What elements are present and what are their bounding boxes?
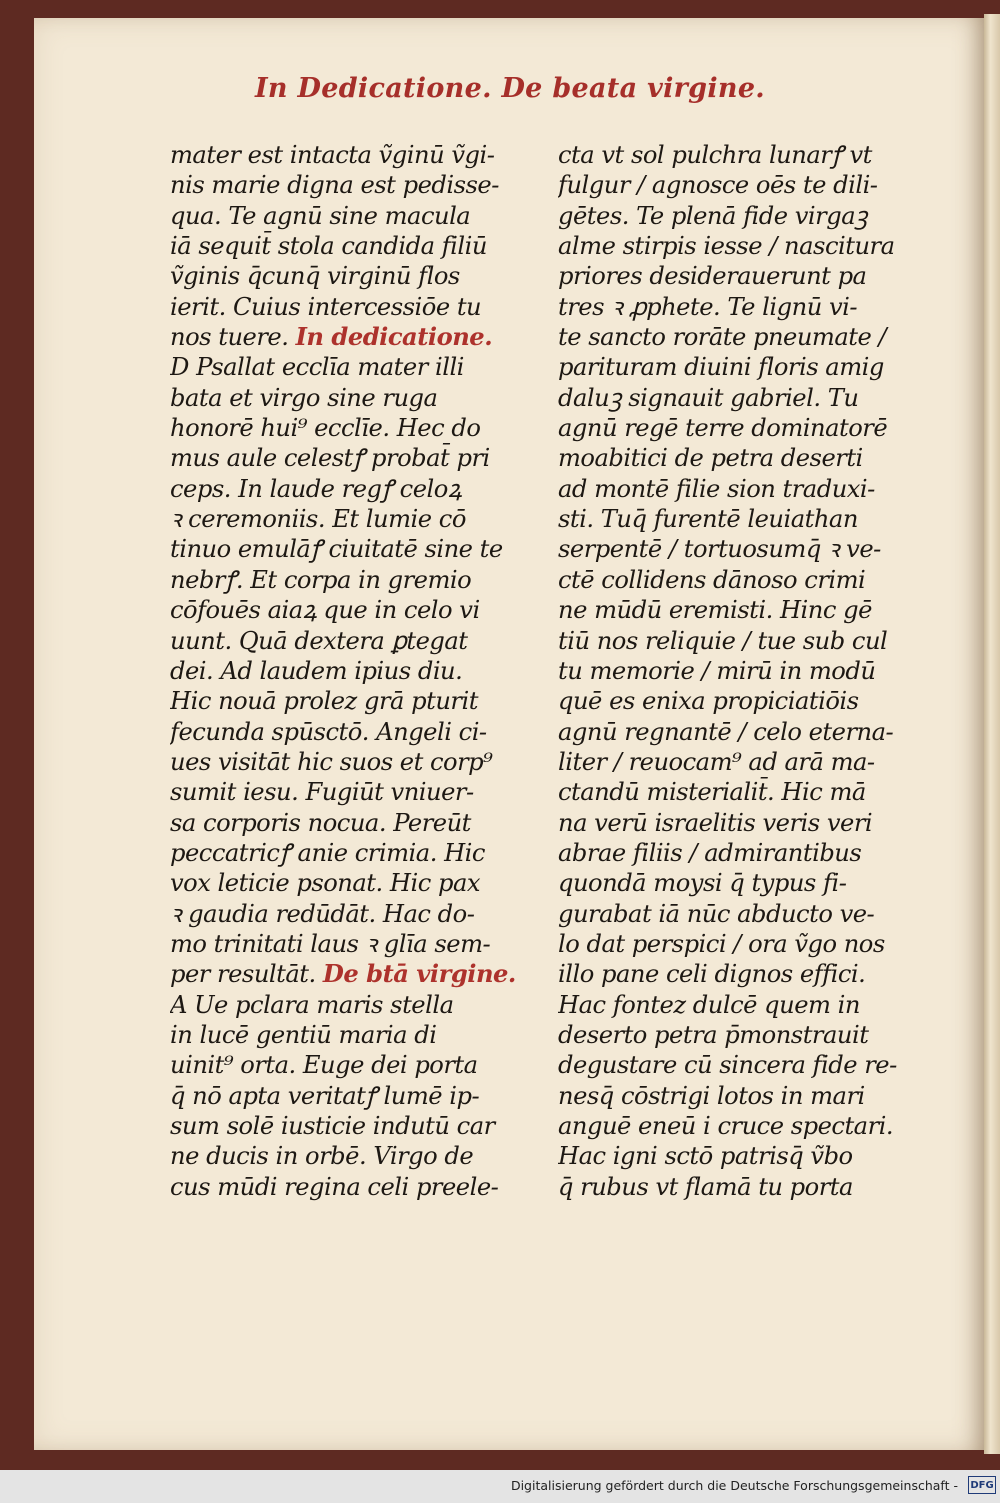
text-line: bata et virgo sine ruga [170,383,438,412]
text-line: q̄ nō apta veritatꝭ lumē ip- [170,1081,480,1110]
text-line: q̄ rubus vt flamā tu porta [558,1172,853,1201]
text-line: ctē collidens dānoso crimi [558,565,866,594]
text-line: priores desiderauerunt pa [558,262,867,291]
text-line: ues visitāt hic suos et corp⁹ [170,747,493,776]
text-line: nebrꝭ. Et corpa in gremio [170,565,472,594]
text-line: nis marie digna est pedisse- [170,171,499,200]
text-line: tu memorie / mirū in modū [558,656,876,685]
text-line: uunt. Quā dextera ꝑtegat [170,626,468,655]
text-line: gētes. Te plenā fide virgaꝫ [558,201,867,230]
text-line: sti. Tuq̄ furentē leuiathan [558,505,858,534]
text-line: Hac igni sctō patrisq̄ ṽbo [558,1142,853,1171]
text-line: sumit iesu. Fugiūt vniuer- [170,778,474,807]
text-line: serpentē / tortuosumq̄ ꝛ ve- [558,535,881,564]
text-line: ṽginis q̄cunq̄ virginū flos [170,262,460,291]
text-line: fulgur / agnosce oēs te dili- [558,171,878,200]
text-line: daluꝫ signauit gabriel. Tu [558,383,859,412]
text-line: deserto petra p̄monstrauit [558,1020,869,1049]
text-line: te sancto rorāte pneumate / [558,323,887,352]
text-line: agnū regnantē / celo eterna- [558,717,894,746]
text-line: Hac fontez dulcē quem in [558,990,860,1019]
text-line: qua. Te agnū sine macula [170,201,471,230]
text-line: tres ꝛ ꝓphete. Te lignū vi- [558,292,858,321]
text-line: Hic nouā prolez grā pturit [170,687,478,716]
text-line: in lucē gentiū maria di [170,1020,437,1049]
text-line: ꝛ ceremoniis. Et lumie cō [170,505,466,534]
text-line: illo pane celi dignos effici. [558,960,866,989]
text-line: A Ue pclara maris stella [170,990,454,1019]
text-line: cus mūdi regina celi preele- [170,1172,499,1201]
text-line: parituram diuini floris amig [558,353,884,382]
text-line: tiū nos reliquie / tue sub cul [558,626,888,655]
text-line: nos tuere. In dedicatione. [170,322,493,352]
text-line: cōfouēs aiaꝝ que in celo vi [170,596,480,625]
running-header: In Dedicatione. De beata virgine. [255,73,765,104]
text-line: D Psallat ecclīa mater illi [170,353,464,382]
text-line: sum solē iusticie indutū car [170,1112,495,1140]
text-line: ne mūdū eremisti. Hinc gē [558,596,872,625]
digitization-credit: Digitalisierung gefördert durch die Deutsche Forschungsgemeinschaft - [510,1478,958,1493]
text-line: ad montē filie sion traduxi- [558,474,875,503]
text-line: lo dat perspici / ora ṽgo nos [558,929,885,958]
text-line: cta vt sol pulchra lunarꝭ vt [558,141,872,169]
text-line: vox leticie psonat. Hic pax [170,869,481,898]
text-line: per resultāt. De btā virgine. [170,959,516,989]
text-line: abrae filiis / admirantibus [558,838,862,867]
left-text-column [170,140,530,1202]
text-line: moabitici de petra deserti [558,444,863,473]
text-line: na verū israelitis veris veri [558,808,873,837]
right-text-column [558,140,910,1202]
text-line: peccatricꝭ anie crimia. Hic [170,838,485,867]
text-line: mater est intacta ṽginū ṽgi- [170,141,495,169]
text-line: ctandū misterialit̄. Hic mā [558,778,866,807]
text-line: ierit. Cuius intercessiōe tu [170,292,482,321]
text-line: gurabat iā nūc abducto ve- [558,899,875,928]
text-line: degustare cū sincera fide re- [558,1051,897,1080]
text-line: ne ducis in orbē. Virgo de [170,1142,474,1171]
text-line: anguē eneū i cruce spectari. [558,1112,894,1140]
text-line: ceps. In laude regꝭ celoꝝ [170,474,462,503]
text-line: fecunda spūsctō. Angeli ci- [170,717,487,746]
text-line: quē es enixa propiciatiōis [558,687,859,716]
text-line: nesq̄ cōstrigi lotos in mari [558,1081,865,1110]
text-line: liter / reuocam⁹ ad arā ma- [558,747,875,776]
rubric: In dedicatione. [295,322,493,352]
text-line: agnū regē terre dominatorē [558,414,888,443]
dfg-logo: DFG [968,1476,996,1494]
text-line: mo trinitati laus ꝛ glīa sem- [170,929,491,958]
text-line: sa corporis nocua. Pereūt [170,808,471,837]
text-line: iā sequit̄ stola candida filiū [170,232,487,261]
text-line: quondā moysi q̄ typus fi- [558,869,847,898]
text-line: mus aule celestꝭ probat̄ pri [170,444,490,473]
rubric: De btā virgine. [322,959,516,989]
text-line: alme stirpis iesse / nascitura [558,232,895,261]
text-line: dei. Ad laudem ipius diu. [170,656,463,685]
text-line: tinuo emulāꝭ ciuitatē sine te [170,535,503,564]
text-line: honorē hui⁹ ecclīe. Hec do [170,414,481,443]
page-edge [984,14,1000,1454]
text-line: ꝛ gaudia redūdāt. Hac do- [170,899,475,928]
text-line: uinit⁹ orta. Euge dei porta [170,1051,478,1080]
